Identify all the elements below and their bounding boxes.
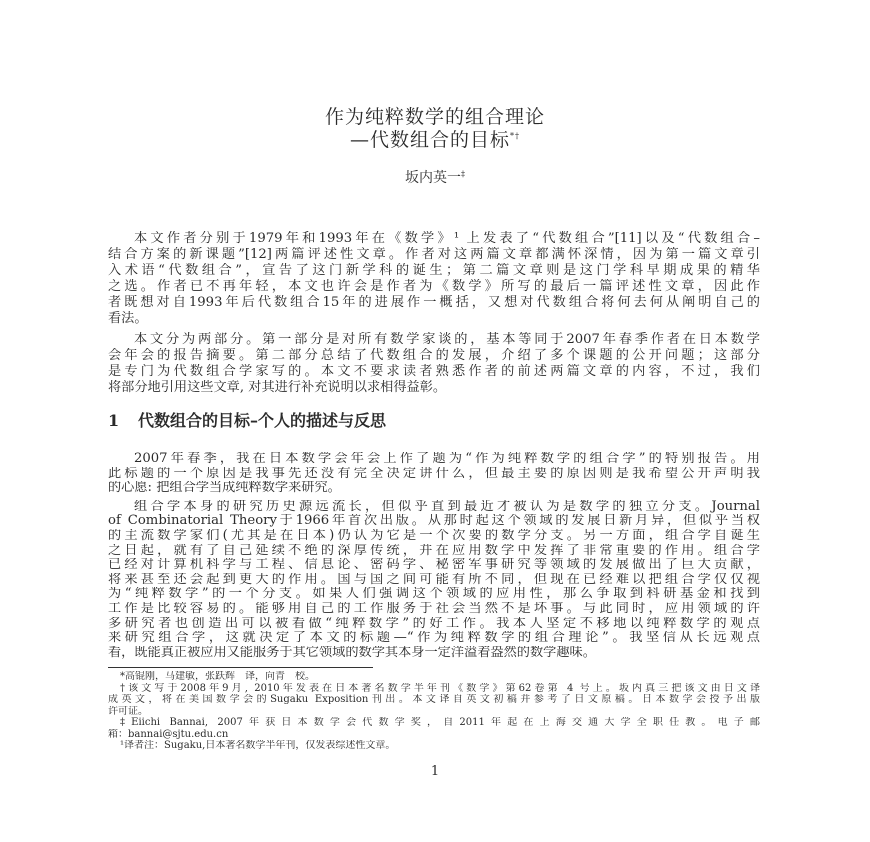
abstract-paragraph-line: 者既想对自1993年后代数组合15年的进展作一概括，又想对代数组合将何去何从阐明自己的 xyxy=(108,295,760,310)
body-paragraph-line: 来研究组合学，这就决定了本文的标题—“作为纯粹数学的组合理论”。我坚信从长远观点 xyxy=(108,631,760,646)
abstract-paragraph-line: 本文作者分别于1979年和1993年在《数学》¹ 上发表了“代数组合”[11]以及“代数组合– xyxy=(134,231,760,246)
footnote xyxy=(108,683,760,718)
body-paragraph-line: 此标题的一个原因是我事先还没有完全决定讲什么，但最主要的原因则是我希望公开声明我 xyxy=(108,466,760,481)
author xyxy=(0,169,870,187)
abstract-paragraph xyxy=(108,231,760,327)
body-paragraph-line: 组合学本身的研究历史源远流长，但似乎直到最近才被认为是数学的独立分支。Journal xyxy=(134,499,760,514)
body-paragraph-line: 2007年春季，我在日本数学会年会上作了题为“作为纯粹数学的组合学”的特别报告。用 xyxy=(134,452,760,466)
footnote xyxy=(108,671,760,683)
body-paragraph-line: of Combinatorial Theory于1966年首次出版。从那时起这个领域的发展日新月异，但似乎当权 xyxy=(108,514,760,529)
abstract-paragraph-line: 结合方案的新课题”[12]两篇评述性文章。作者对这两篇文章都满怀深情，因为第一篇文章引 xyxy=(108,247,760,262)
body-paragraph xyxy=(108,500,760,661)
footnote-rule xyxy=(108,667,373,668)
section-title: 代数组合的目标–个人的描述与反思 xyxy=(138,411,387,430)
abstract-paragraph-line: 会年会的报告摘要。第二部分总结了代数组合的发展，介绍了多个课题的公开问题；这部分 xyxy=(108,348,760,363)
section-number: 1 xyxy=(108,411,120,430)
paper-title: 作为纯粹数学的组合理论 xyxy=(324,106,545,128)
footnote-line: *高锟刚，马建敏，张跃辉 译，向青 校。 xyxy=(120,671,315,682)
footnote xyxy=(108,740,760,752)
abstract-paragraph-line: 看法。 xyxy=(108,311,148,326)
section-heading xyxy=(108,411,386,431)
body-paragraph-line: 将来甚至还会起到更大的作用。国与国之间可能有所不同，但现在已经难以把组合学仅仅视 xyxy=(108,572,760,587)
subtitle-text: —代数组合的目标 xyxy=(349,129,510,151)
author-name: 坂内英一 xyxy=(405,170,461,186)
paper-subtitle xyxy=(0,129,870,152)
footnote-line: 箱：bannai@sjtu.edu.cn xyxy=(108,728,229,740)
abstract-paragraph xyxy=(108,332,760,396)
footnote-line: ¹译者注：Sugaku,日本著名数学半年刊，仅发表综述性文章。 xyxy=(120,740,396,751)
body-paragraph-line: 看，既能真正被应用又能服务于其它领域的数学其本身一定洋溢着盎然的数学趣味。 xyxy=(108,645,596,660)
footnote-line: 成英文，将在美国数学会的Sugaku Exposition刊出。本文译自英文初稿并参考了日文原稿。日本数学会授予出版 xyxy=(108,694,760,705)
body-paragraph-line: 为“纯粹数学”的一个分支。如果人们强调这个领域的应用性，那么争取到科研基金和找到 xyxy=(108,587,760,602)
abstract-paragraph-line: 是专门为代数组合学家写的。本文不要求读者熟悉作者的前述两篇文章的内容，不过，我们 xyxy=(108,364,760,379)
author-footnote-mark: ‡ xyxy=(461,169,465,179)
body-paragraph xyxy=(108,452,760,496)
page-number: 1 xyxy=(430,764,440,779)
footnotes xyxy=(108,671,760,752)
section-body xyxy=(108,452,760,660)
footnote-line: ‡Eiichi Bannai, 2007年获日本数学会代数学奖，自2011年起在上海交通大学全职任教。电子邮 xyxy=(120,717,760,728)
body-paragraph-line: 已经对计算机科学与工程、信息论、密码学、秘密军事研究等领域的发展做出了巨大贡献， xyxy=(108,558,760,573)
abstract xyxy=(108,231,760,396)
footnote-line: 许可证。 xyxy=(108,705,148,717)
abstract-paragraph-line: 入术语“代数组合”，宣告了这门新学科的诞生；第二篇文章则是这门学科早期成果的精华 xyxy=(108,263,760,278)
abstract-paragraph-line: 之选。作者已不再年轻，本文也许会是作者为《数学》所写的最后一篇评述性文章，因此作 xyxy=(108,279,760,294)
subtitle-footnote-marks: *† xyxy=(510,131,520,141)
body-paragraph-line: 的主流数学家们(尤其是在日本)仍认为它是一个次要的数学分支。另一方面，组合学自诞生 xyxy=(108,528,760,543)
body-paragraph-line: 的心愿: 把组合学当成纯粹数学来研究。 xyxy=(108,481,341,496)
abstract-paragraph-line: 本文分为两部分。第一部分是对所有数学家谈的，基本等同于2007年春季作者在日本数学 xyxy=(134,332,760,347)
body-paragraph-line: 多研究者也创造出可以被看做“纯粹数学”的好工作。我本人坚定不移地以纯粹数学的观点 xyxy=(108,616,760,631)
abstract-paragraph-line: 将部分地引用这些文章, 对其进行补充说明以求相得益彰。 xyxy=(108,380,447,395)
body-paragraph-line: 之日起，就有了自己延续不绝的深厚传统，并在应用数学中发挥了非常重要的作用。组合学 xyxy=(108,543,760,558)
body-paragraph-line: 工作是比较容易的。能够用自己的工作服务于社会当然不是坏事。与此同时，应用领域的许 xyxy=(108,601,760,616)
footnote-line: †该文写于2008年9月, 2010年发表在日本著名数学半年刊《数学》第62卷第 4 号上。坂内真三把该文由日文译 xyxy=(120,682,760,694)
footnote xyxy=(108,717,760,740)
